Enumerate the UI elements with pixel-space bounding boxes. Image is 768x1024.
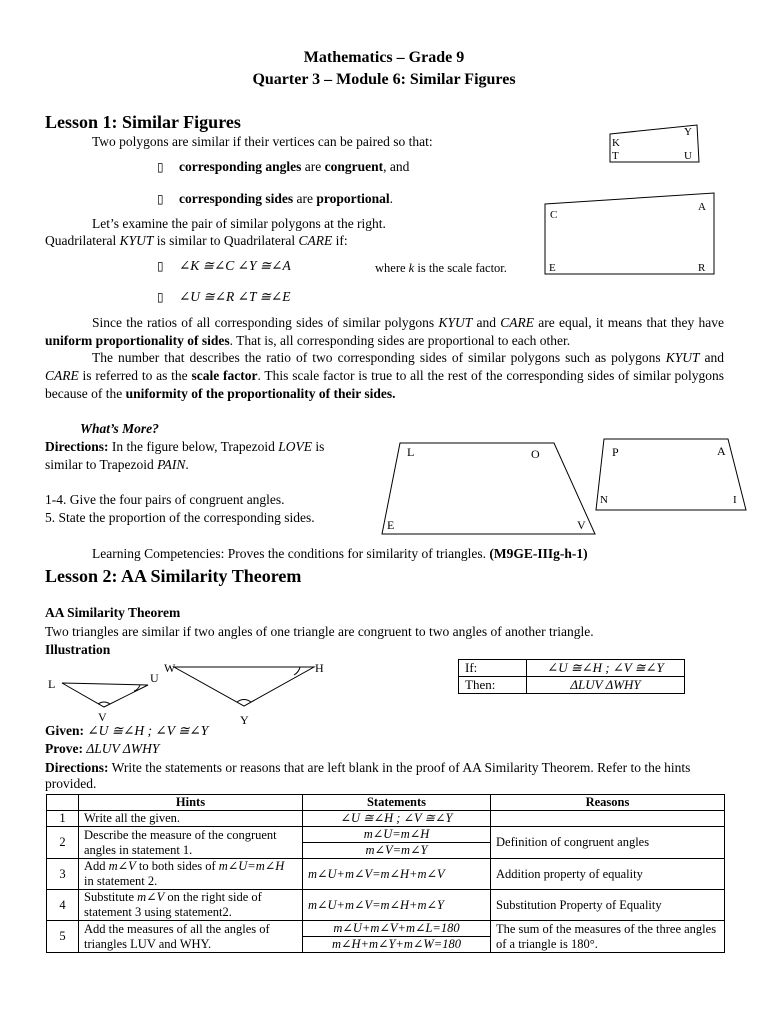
trapezoid-love-figure [378,438,600,538]
bullet-icon: ▯ [157,259,164,273]
angle-v-arc [98,702,110,704]
table-row [47,859,725,890]
quadrilateral-care-shape [545,193,714,274]
aa-theorem-text: Two triangles are similar if two angles of one triangle are congruent to two angles of another triangle. [45,624,594,639]
row-number: 2 [47,827,79,859]
row-statement: m∠U+m∠V+m∠L=180 [303,921,491,937]
triangle-luv-shape [62,683,148,707]
vertex-i-label: I [733,494,737,506]
vertex-u-label: U [684,150,692,162]
proof-directions: Directions: Write the statements or reasons that are left blank in the proof of AA Similarity Theorem. Refer to the hints provided. [45,760,691,791]
row-hint: Write all the given. [79,811,303,827]
quadrilateral-care-figure [540,190,720,276]
row-number: 5 [47,921,79,953]
bullet-icon: ▯ [157,290,164,304]
vertex-n-label: N [600,494,608,506]
lesson1-intro: Two polygons are similar if their vertices can be paired so that: [92,134,433,149]
lesson1-title: Lesson 1: Similar Figures [45,112,241,132]
vertex-y-label: Y [240,713,249,727]
row-reason: The sum of the measures of the three angles of a triangle is 180°. [491,921,725,953]
vertex-u-label: U [150,671,159,685]
row-number: 4 [47,890,79,921]
whats-more-directions: Directions: In the figure below, Trapezoid LOVE is similar to Trapezoid PAIN. [45,439,325,472]
aa-triangles-figure [40,658,340,728]
if-then-table [458,659,685,694]
vertex-w-label: W [164,661,176,675]
vertex-t-label: T [612,150,619,162]
row-hint: Substitute m∠V on the right side of statement 3 using statement2. [79,890,303,921]
vertex-k-label: K [612,137,620,149]
bullet-icon: ▯ [157,160,164,174]
vertex-h-label: H [315,661,324,675]
given-line: Given: ∠U ≅∠H ; ∠V ≅∠Y [45,723,209,738]
vertex-l-label: L [407,445,415,459]
table-row [47,827,725,843]
whats-more-heading: What’s More? [80,421,159,436]
row-statement: m∠U+m∠V=m∠H+m∠Y [303,890,491,921]
header-reasons: Reasons [491,795,725,811]
row-number: 1 [47,811,79,827]
bullet-sides: ▯ corresponding sides are proportional. [157,191,394,206]
row-statement: m∠U=m∠H [303,827,491,843]
learning-competencies: Learning Competencies: Proves the conditions for similarity of triangles. (M9GE-IIIg-h-1) [92,546,588,561]
if-label: If: [459,660,527,677]
row-statement: m∠H+m∠Y+m∠W=180 [303,937,491,953]
header-statements: Statements [303,795,491,811]
angle-h-arc [294,667,300,675]
aa-theorem-heading: AA Similarity Theorem [45,605,181,620]
then-row [459,677,685,694]
table-row [47,811,725,827]
vertex-e-label: E [387,518,395,532]
vertex-c-label: C [550,209,558,221]
uniform-proportionality-paragraph: Since the ratios of all corresponding sides of similar polygons KYUT and CARE are equal, it means that they have uniform proportionality of sides. That is, all corresponding sides are proportional to each other. [45,315,724,348]
whats-more-item2: 5. State the proportion of the corresponding sides. [45,510,315,525]
quadrilateral-kyut-figure [605,122,705,166]
row-statement: m∠U+m∠V=m∠H+m∠V [303,859,491,890]
bullet-angles: ▯ corresponding angles are congruent, and [157,159,410,174]
vertex-r-label: R [698,262,706,274]
row-hint: Add the measures of all the angles of triangles LUV and WHY. [79,921,303,953]
module-title-line2: Quarter 3 – Module 6: Similar Figures [252,71,516,88]
row-reason: Addition property of equality [491,859,725,890]
vertex-y-label: Y [684,126,692,138]
row-reason: Definition of congruent angles [491,827,725,859]
vertex-a-label: A [698,201,706,213]
whats-more-item1: 1-4. Give the four pairs of congruent angles. [45,492,285,507]
vertex-o-label: O [531,447,540,461]
angle-u-arc [134,685,140,691]
row-reason: Substitution Property of Equality [491,890,725,921]
then-value: ΔLUV ΔWHY [527,677,685,694]
table-row [47,921,725,937]
row-hint: Add m∠V to both sides of m∠U=m∠H in statement 2. [79,859,303,890]
header-hints: Hints [79,795,303,811]
row-statement: ∠U ≅∠H ; ∠V ≅∠Y [303,811,491,827]
row-hint: Describe the measure of the congruent angles in statement 1. [79,827,303,859]
prove-line: Prove: ΔLUV ΔWHY [45,741,160,756]
vertex-a-label: A [717,444,726,458]
row-number: 3 [47,859,79,890]
row-statement: m∠V=m∠Y [303,843,491,859]
trapezoid-pain-figure [592,434,750,514]
proof-table [46,794,725,953]
table-row [47,890,725,921]
if-row [459,660,685,677]
vertex-v-label: V [577,518,586,532]
scale-factor-paragraph: The number that describes the ratio of two corresponding sides of similar polygons such as polygons KYUT and CARE is referred to as the scale factor. This scale factor is true to all the rest of the corresponding sides of similar polygons because of the uniformity of the proportionality of their sides. [45,350,724,401]
examine-line2: Quadrilateral KYUT is similar to Quadrilateral CARE if: [45,233,348,248]
header-number [47,795,79,811]
angle-pairs-1: ▯ ∠K ≅∠C ∠Y ≅∠A [157,258,291,273]
then-label: Then: [459,677,527,694]
angle-y-arc [237,700,251,703]
examine-line1: Let’s examine the pair of similar polygons at the right. [92,216,386,231]
scale-factor-note: where k is the scale factor. [375,261,507,275]
module-title-line1: Mathematics – Grade 9 [303,49,465,66]
vertex-l-label: L [48,677,56,691]
bullet-icon: ▯ [157,192,164,206]
proof-table-header [47,795,725,811]
if-value: ∠U ≅∠H ; ∠V ≅∠Y [527,660,685,677]
triangle-why-shape [174,667,314,706]
vertex-e-label: E [549,262,556,274]
lesson2-title: Lesson 2: AA Similarity Theorem [45,566,302,586]
vertex-v-label: V [98,710,107,724]
illustration-label: Illustration [45,642,111,657]
vertex-p-label: P [612,445,619,459]
row-reason-blank[interactable] [491,811,725,827]
angle-pairs-2: ▯ ∠U ≅∠R ∠T ≅∠E [157,289,291,304]
